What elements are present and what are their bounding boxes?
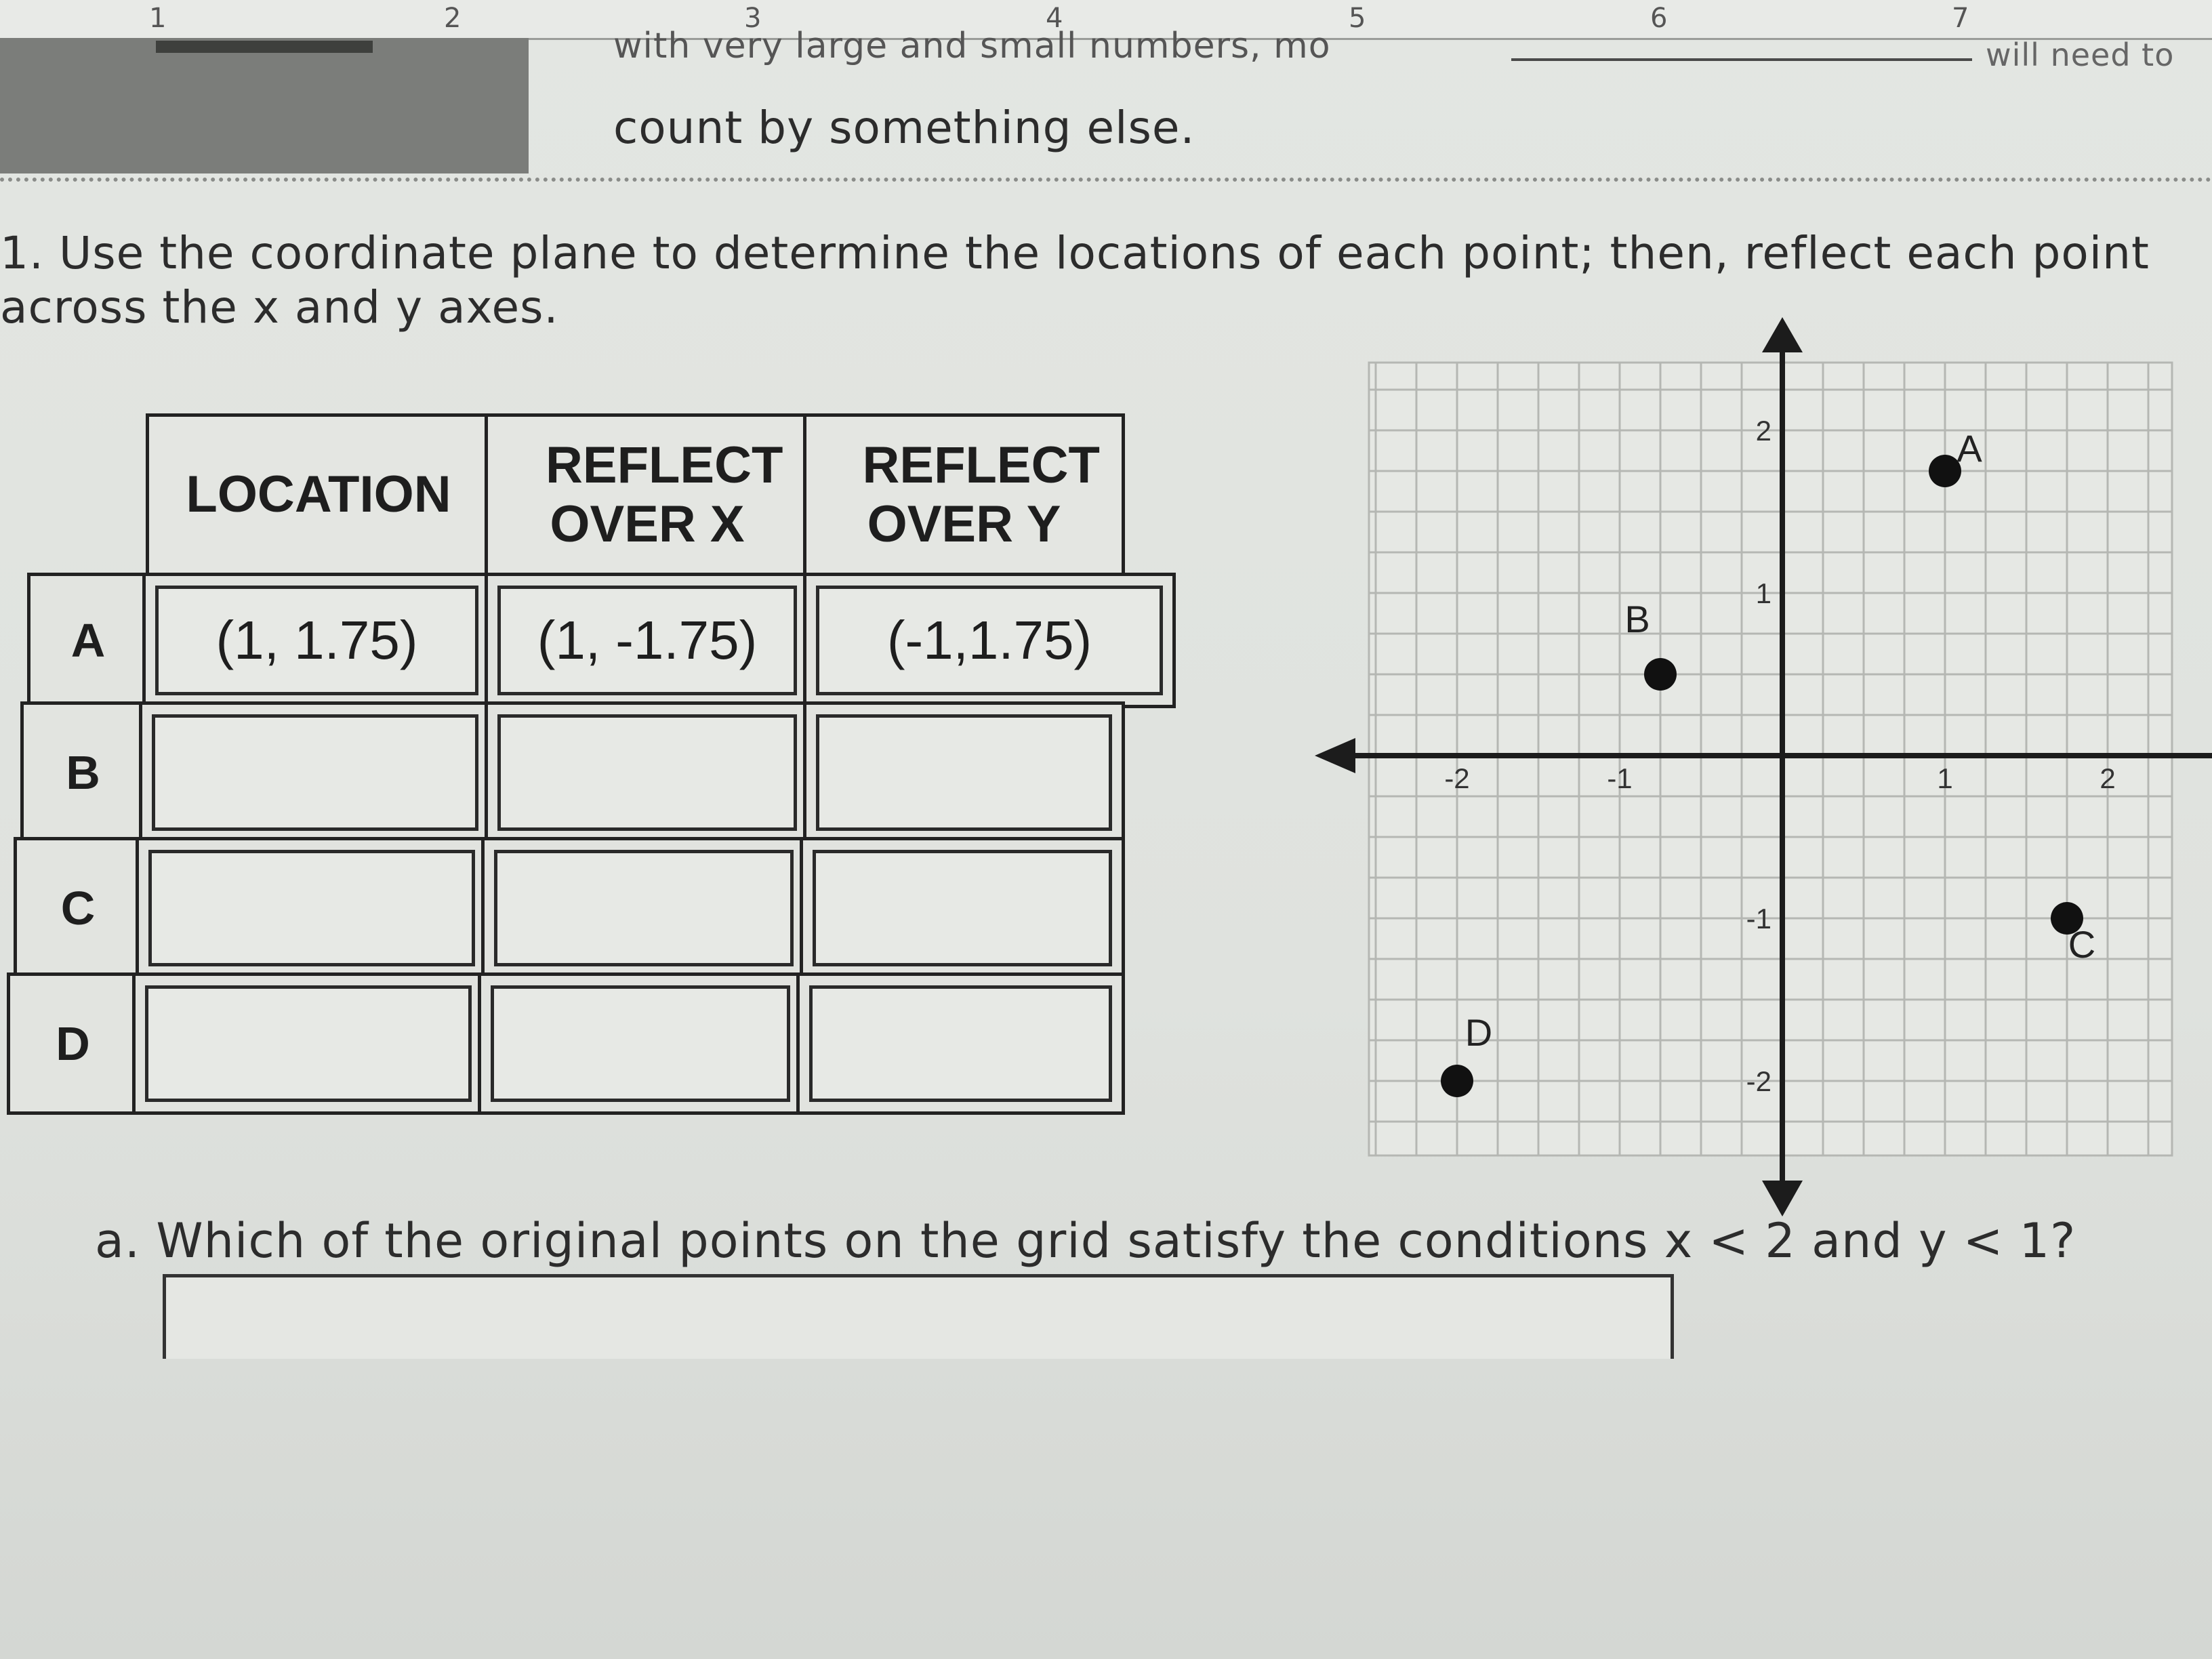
cell-c-reflect-y bbox=[800, 837, 1125, 979]
point-label-c: C bbox=[2068, 923, 2096, 966]
coordinate-plane bbox=[1315, 305, 2212, 1220]
row-label-c: C bbox=[14, 837, 142, 979]
row-label-a: A bbox=[27, 573, 149, 708]
answer-box[interactable] bbox=[491, 985, 790, 1102]
count-line: count by something else. bbox=[613, 102, 1195, 154]
shaded-bar bbox=[156, 41, 373, 53]
answer-box[interactable] bbox=[148, 850, 475, 966]
cell-a-location bbox=[142, 573, 491, 708]
cell-b-location bbox=[139, 701, 491, 844]
shaded-box bbox=[0, 38, 529, 173]
answer-box[interactable] bbox=[497, 714, 797, 831]
answer-box[interactable]: (-1,1.75) bbox=[816, 586, 1163, 695]
y-tick-label: 2 bbox=[1755, 415, 1771, 447]
answer-box[interactable] bbox=[813, 850, 1112, 966]
x-tick-label: -2 bbox=[1444, 762, 1470, 794]
cell-d-reflect-y bbox=[796, 972, 1125, 1115]
answer-box[interactable] bbox=[152, 714, 478, 831]
cell-a-reflect-y bbox=[803, 573, 1176, 708]
answer-box[interactable] bbox=[145, 985, 472, 1102]
ruler-number: 7 bbox=[1952, 3, 1969, 34]
ruler-number: 2 bbox=[444, 3, 462, 34]
y-axis-arrow-icon bbox=[1762, 1181, 1803, 1216]
row-label-d: D bbox=[7, 972, 139, 1115]
header-reflect-x bbox=[485, 413, 810, 576]
y-tick-label: -1 bbox=[1746, 903, 1771, 935]
header-location: LOCATION bbox=[146, 413, 491, 576]
cell-d-reflect-x bbox=[478, 972, 803, 1115]
point-label-b: B bbox=[1624, 598, 1650, 640]
x-tick-label: 2 bbox=[2100, 762, 2116, 794]
x-axis-arrow-icon bbox=[1315, 738, 1355, 773]
point-label-a: A bbox=[1957, 427, 1982, 470]
ruler-number: 6 bbox=[1650, 3, 1668, 34]
answer-box[interactable]: (1, -1.75) bbox=[497, 586, 797, 695]
answer-box[interactable] bbox=[494, 850, 794, 966]
cell-c-reflect-x bbox=[481, 837, 806, 979]
answer-box[interactable] bbox=[816, 714, 1112, 831]
coordinate-plane-svg bbox=[1315, 305, 2212, 1220]
y-tick-label: 1 bbox=[1755, 577, 1771, 609]
row-label-b: B bbox=[20, 701, 146, 844]
ruler-number: 4 bbox=[1046, 3, 1063, 34]
x-tick-label: -1 bbox=[1607, 762, 1633, 794]
header-reflect-x-label: REFLECT OVER X bbox=[546, 436, 783, 553]
dotted-divider bbox=[0, 178, 2212, 182]
point-d bbox=[1441, 1065, 1473, 1097]
answer-box[interactable]: (1, 1.75) bbox=[155, 586, 478, 695]
x-tick-label: 1 bbox=[1937, 762, 1953, 794]
y-tick-label: -2 bbox=[1746, 1065, 1771, 1097]
header-reflect-y bbox=[803, 413, 1125, 576]
reflection-table bbox=[0, 413, 1152, 1118]
question-line-2: across the x and y axes. bbox=[0, 281, 559, 333]
point-b bbox=[1644, 658, 1677, 691]
part-a-answer-box[interactable] bbox=[163, 1274, 1674, 1359]
blank-line bbox=[1511, 38, 1972, 61]
cut-off-text: with very large and small numbers, mo bbox=[613, 26, 1331, 66]
cell-d-location bbox=[132, 972, 485, 1115]
part-a-question: a. Which of the original points on the grid satisfy the conditions x < 2 and y < 1? bbox=[95, 1213, 2076, 1269]
answer-box[interactable] bbox=[809, 985, 1112, 1102]
y-axis-arrow-icon bbox=[1762, 317, 1803, 352]
cell-c-location bbox=[136, 837, 488, 979]
cell-b-reflect-x bbox=[485, 701, 810, 844]
ruler-number: 5 bbox=[1349, 3, 1366, 34]
ruler-number: 1 bbox=[149, 3, 167, 34]
point-label-d: D bbox=[1465, 1011, 1493, 1054]
ruler-number: 3 bbox=[744, 3, 762, 34]
cut-off-text-right: will need to bbox=[1986, 37, 2175, 73]
header-reflect-y-label: REFLECT OVER Y bbox=[862, 436, 1100, 553]
cell-b-reflect-y bbox=[803, 701, 1125, 844]
question-line-1: 1. Use the coordinate plane to determine the locations of each point; then, reflect each point bbox=[0, 227, 2150, 279]
cell-a-reflect-x bbox=[485, 573, 810, 708]
